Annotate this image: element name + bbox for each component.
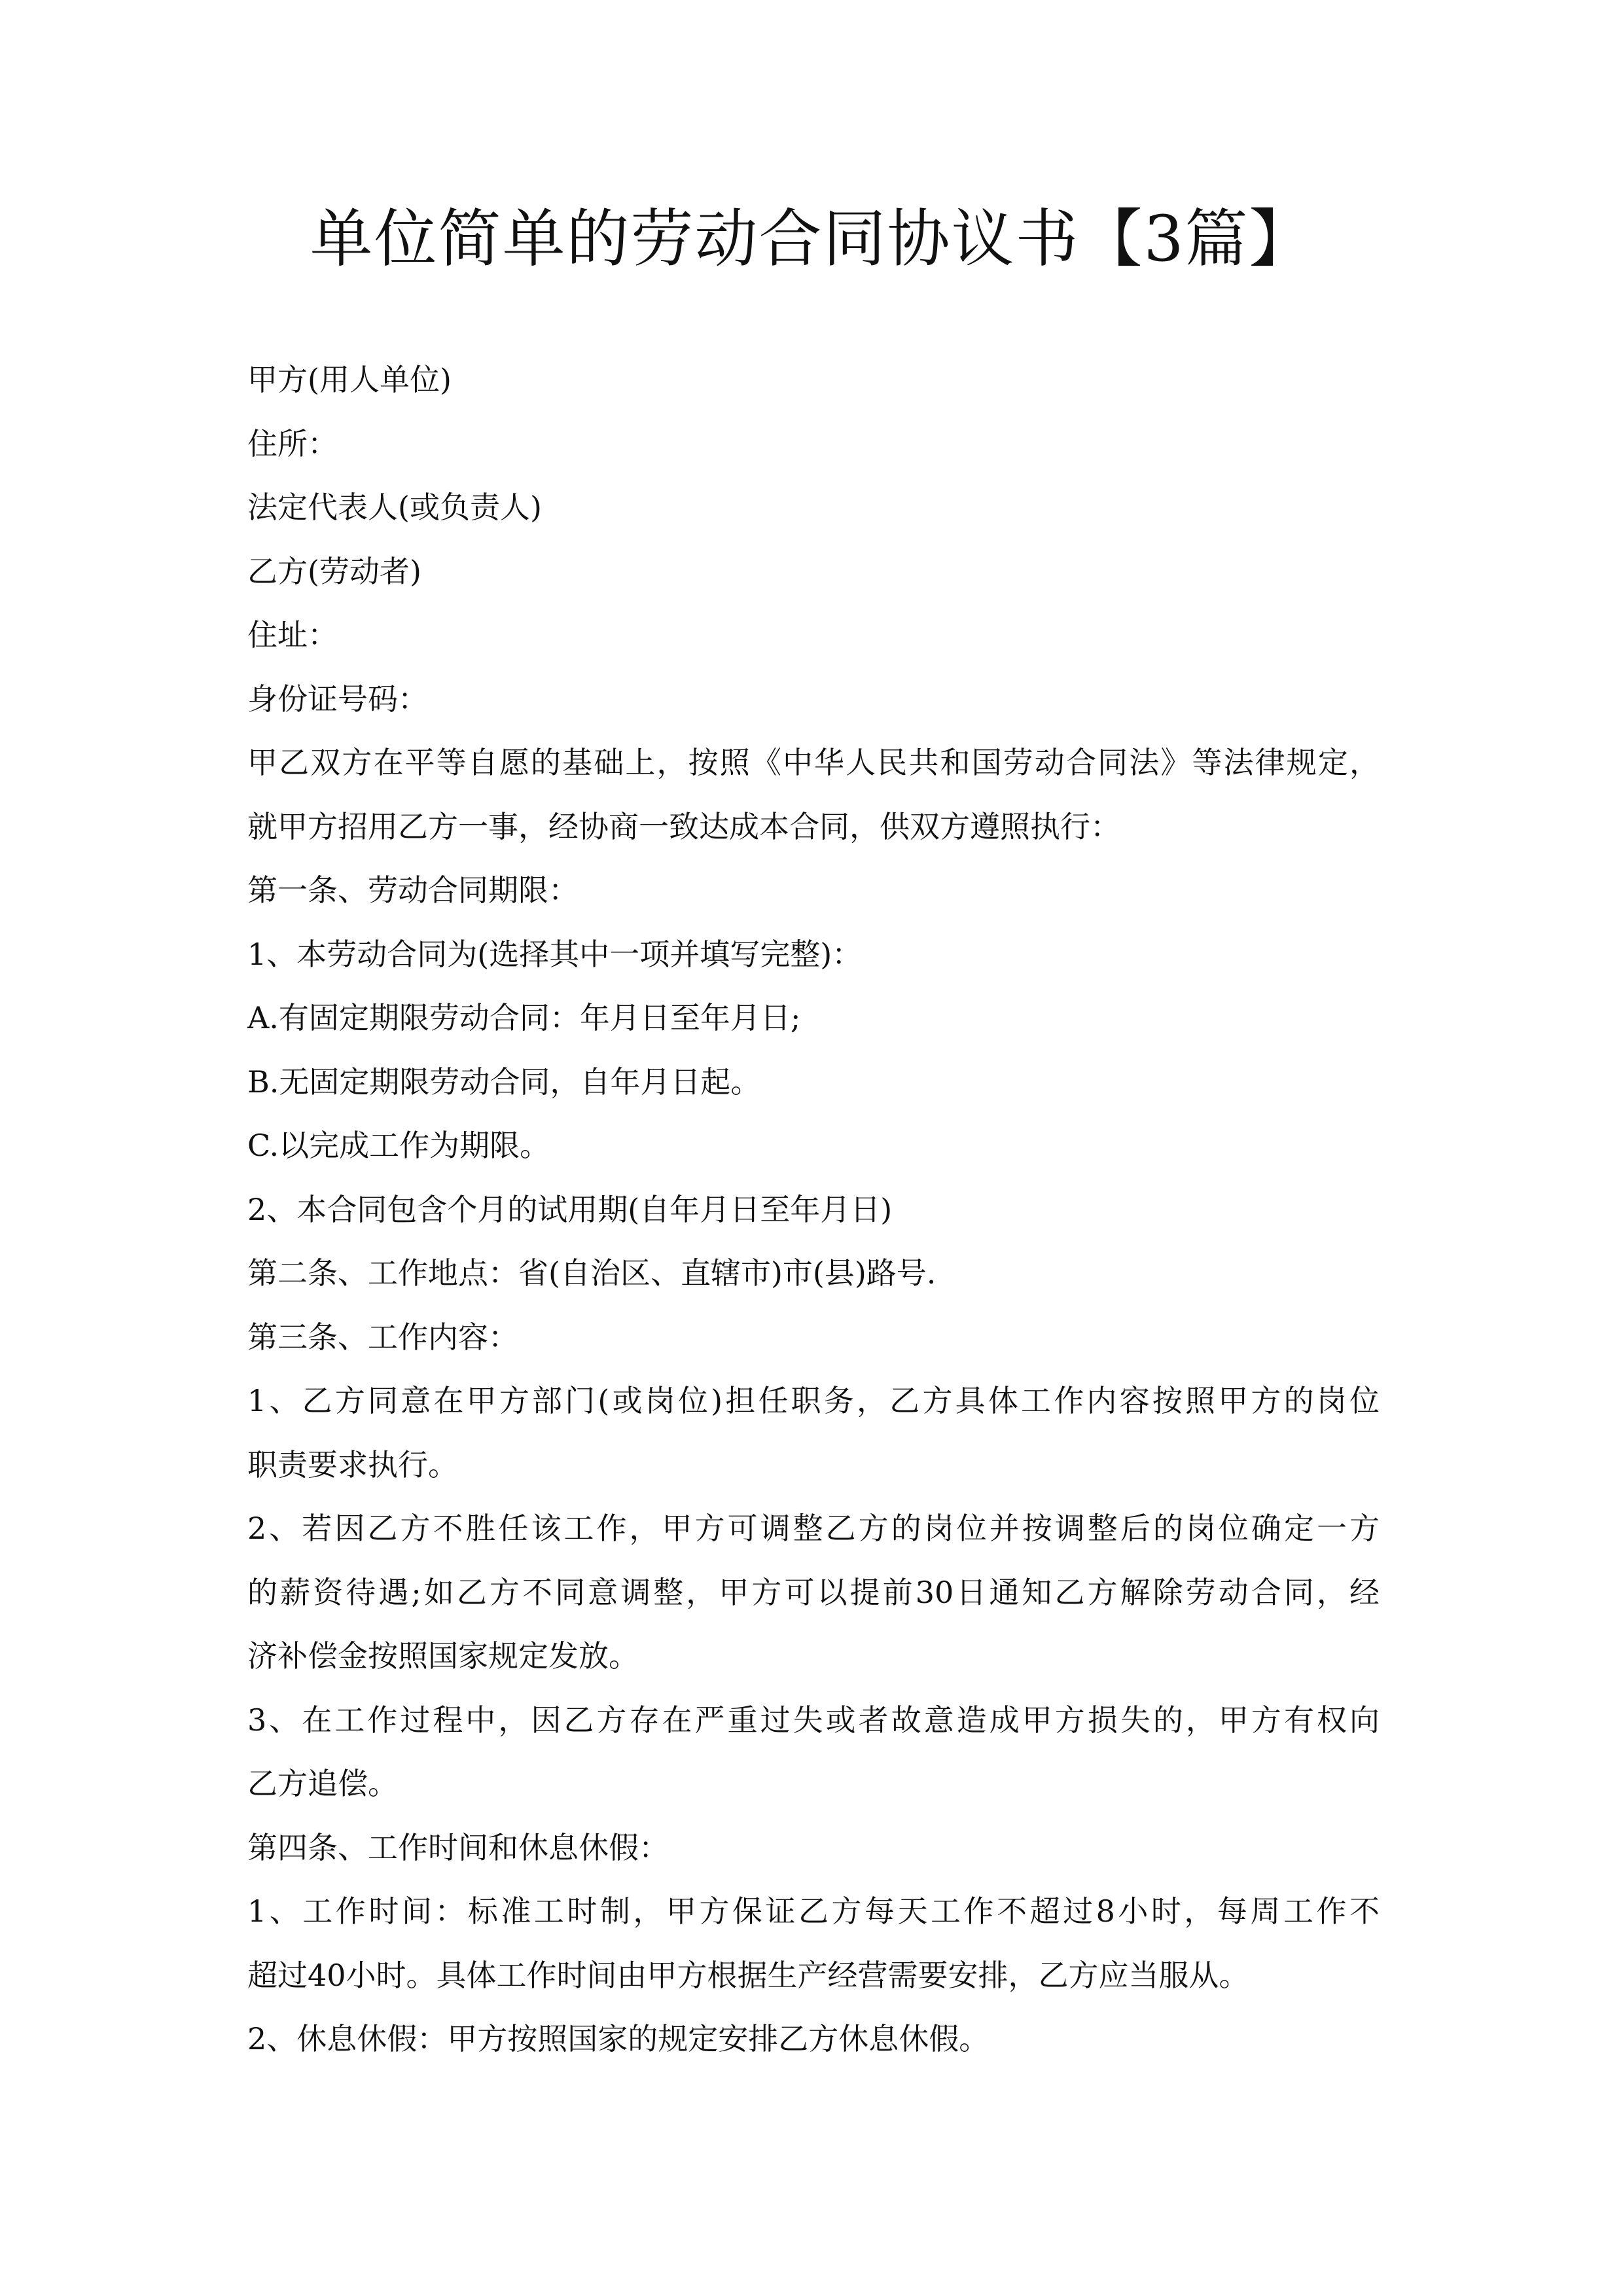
document-line: A.有固定期限劳动合同：年月日至年月日; (247, 1000, 801, 1035)
document-line: 职责要求执行。 (247, 1446, 458, 1482)
document-line: 第二条、工作地点：省(自治区、直辖市)市(县)路号. (247, 1255, 936, 1291)
document-line: 甲方(用人单位) (247, 362, 452, 397)
document-line: 济补偿金按照国家规定发放。 (247, 1638, 639, 1674)
document-body (247, 348, 1380, 2072)
document-line: B.无固定期限劳动合同，自年月日起。 (247, 1064, 761, 1100)
document-line: 第三条、工作内容： (247, 1319, 518, 1355)
document-line: 1、本劳动合同为(选择其中一项并填写完整)： (247, 936, 863, 972)
document-line: 超过40小时。具体工作时间由甲方根据生产经营需要安排，乙方应当服从。 (247, 1957, 1249, 1993)
document-line: 的薪资待遇;如乙方不同意调整，甲方可以提前30日通知乙方解除劳动合同，经 (247, 1574, 1380, 1610)
document-line: C.以完成工作为期限。 (247, 1128, 550, 1163)
document-line: 3、在工作过程中，因乙方存在严重过失或者故意造成甲方损失的，甲方有权向 (247, 1702, 1380, 1738)
document-line: 2、本合同包含个月的试用期(自年月日至年月日) (247, 1191, 893, 1227)
document-line: 甲乙双方在平等自愿的基础上，按照《中华人民共和国劳动合同法》等法律规定， (247, 745, 1380, 780)
document-line: 2、休息休假：甲方按照国家的规定安排乙方休息休假。 (247, 2021, 990, 2056)
document-line: 住址： (247, 617, 338, 653)
document-line: 就甲方招用乙方一事，经协商一致达成本合同，供双方遵照执行： (247, 808, 1120, 844)
document-line: 1、乙方同意在甲方部门(或岗位)担任职务，乙方具体工作内容按照甲方的岗位 (247, 1383, 1380, 1418)
document-title: 单位简单的劳动合同协议书【3篇】 (310, 202, 1313, 276)
document-line: 第四条、工作时间和休息休假： (247, 1829, 669, 1865)
document-line: 法定代表人(或负责人) (247, 490, 542, 525)
document-line: 乙方(劳动者) (247, 553, 421, 589)
document-line: 2、若因乙方不胜任该工作，甲方可调整乙方的岗位并按调整后的岗位确定一方 (247, 1511, 1380, 1546)
document-line: 身份证号码： (247, 681, 428, 717)
document-line: 1、工作时间：标准工时制，甲方保证乙方每天工作不超过8小时，每周工作不 (247, 1893, 1380, 1929)
document-line: 住所： (247, 425, 338, 461)
document-line: 乙方追偿。 (247, 1766, 398, 1801)
document-line: 第一条、劳动合同期限： (247, 872, 579, 908)
